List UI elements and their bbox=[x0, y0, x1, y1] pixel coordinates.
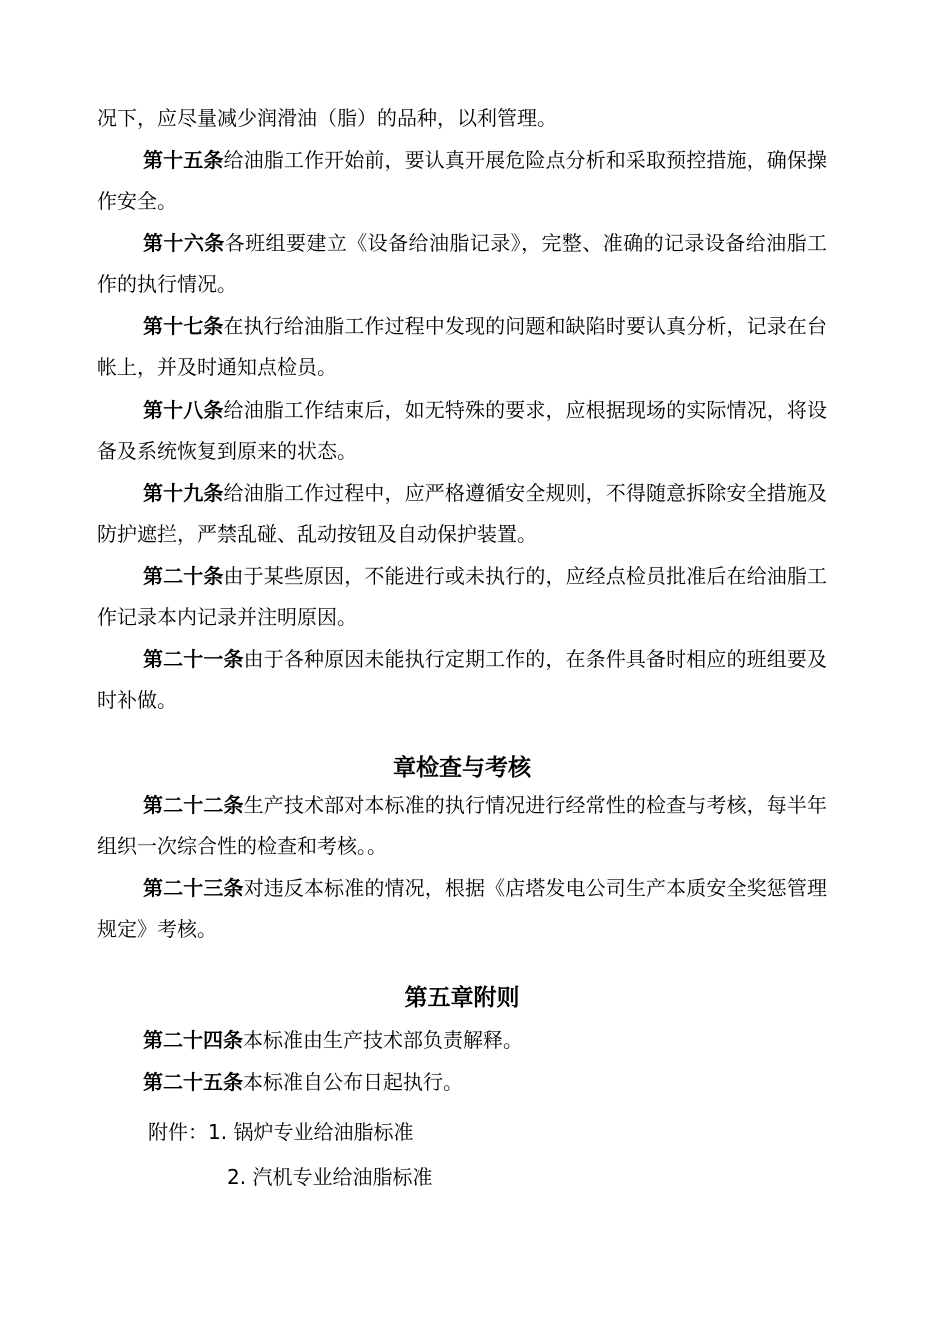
attachment-item: 1. 锅炉专业给油脂标准 bbox=[208, 1120, 414, 1144]
article-number: 第二十一条 bbox=[143, 647, 244, 671]
attachment-item: 2. 汽机专业给油脂标准 bbox=[227, 1165, 433, 1189]
opening-text: 况下，应尽量减少润滑油（脂）的品种，以利管理。 bbox=[97, 106, 557, 130]
article-text: 给油脂工作结束后，如无特殊的要求，应根据现场的实际情况，将设备及系统恢复到原来的状态。 bbox=[97, 398, 828, 463]
chapter-4-heading: 章检查与考核 bbox=[393, 755, 531, 781]
attachment-label: 附件： bbox=[148, 1120, 208, 1144]
opening-paragraph bbox=[97, 98, 827, 139]
article-23 bbox=[97, 868, 827, 950]
article-text: 本标准自公布日起执行。 bbox=[243, 1070, 463, 1094]
article-text: 生产技术部对本标准的执行情况进行经常性的检查与考核，每半年组织一次综合性的检查和考核。。 bbox=[97, 793, 828, 858]
article-19 bbox=[97, 473, 827, 555]
article-text: 给油脂工作过程中，应严格遵循安全规则，不得随意拆除安全措施及防护遮拦，严禁乱碰、乱动按钮及自动保护装置。 bbox=[97, 481, 828, 546]
article-number: 第十九条 bbox=[143, 481, 224, 505]
article-21 bbox=[97, 639, 827, 721]
article-16 bbox=[97, 223, 827, 305]
article-text: 在执行给油脂工作过程中发现的问题和缺陷时要认真分析，记录在台帐上，并及时通知点检员。 bbox=[97, 314, 828, 379]
attachment-line-2 bbox=[227, 1162, 432, 1192]
article-text: 由于各种原因未能执行定期工作的，在条件具备时相应的班组要及时补做。 bbox=[97, 647, 828, 712]
article-text: 各班组要建立《设备给油脂记录》，完整、准确的记录设备给油脂工作的执行情况。 bbox=[97, 231, 828, 296]
article-24 bbox=[97, 1020, 827, 1061]
article-number: 第二十四条 bbox=[143, 1028, 243, 1052]
article-text: 本标准由生产技术部负责解释。 bbox=[243, 1028, 523, 1052]
attachment-line-1 bbox=[148, 1117, 413, 1147]
article-text: 对违反本标准的情况，根据《店塔发电公司生产本质安全奖惩管理规定》考核。 bbox=[97, 876, 828, 941]
article-number: 第十五条 bbox=[143, 148, 224, 172]
article-20 bbox=[97, 556, 827, 638]
article-number: 第十七条 bbox=[143, 314, 224, 338]
article-number: 第二十条 bbox=[143, 564, 224, 588]
article-number: 第二十五条 bbox=[143, 1070, 243, 1094]
article-text: 由于某些原因，不能进行或未执行的，应经点检员批准后在给油脂工作记录本内记录并注明原因。 bbox=[97, 564, 828, 629]
article-15 bbox=[97, 140, 827, 222]
article-number: 第二十二条 bbox=[143, 793, 244, 817]
article-text: 给油脂工作开始前，要认真开展危险点分析和采取预控措施，确保操作安全。 bbox=[97, 148, 828, 213]
article-number: 第十六条 bbox=[143, 231, 225, 255]
article-18 bbox=[97, 390, 827, 472]
chapter-5-heading: 第五章附则 bbox=[404, 985, 520, 1011]
article-17 bbox=[97, 306, 827, 388]
article-25 bbox=[97, 1062, 827, 1103]
article-number: 第十八条 bbox=[143, 398, 224, 422]
article-number: 第二十三条 bbox=[143, 876, 244, 900]
article-22 bbox=[97, 785, 827, 867]
